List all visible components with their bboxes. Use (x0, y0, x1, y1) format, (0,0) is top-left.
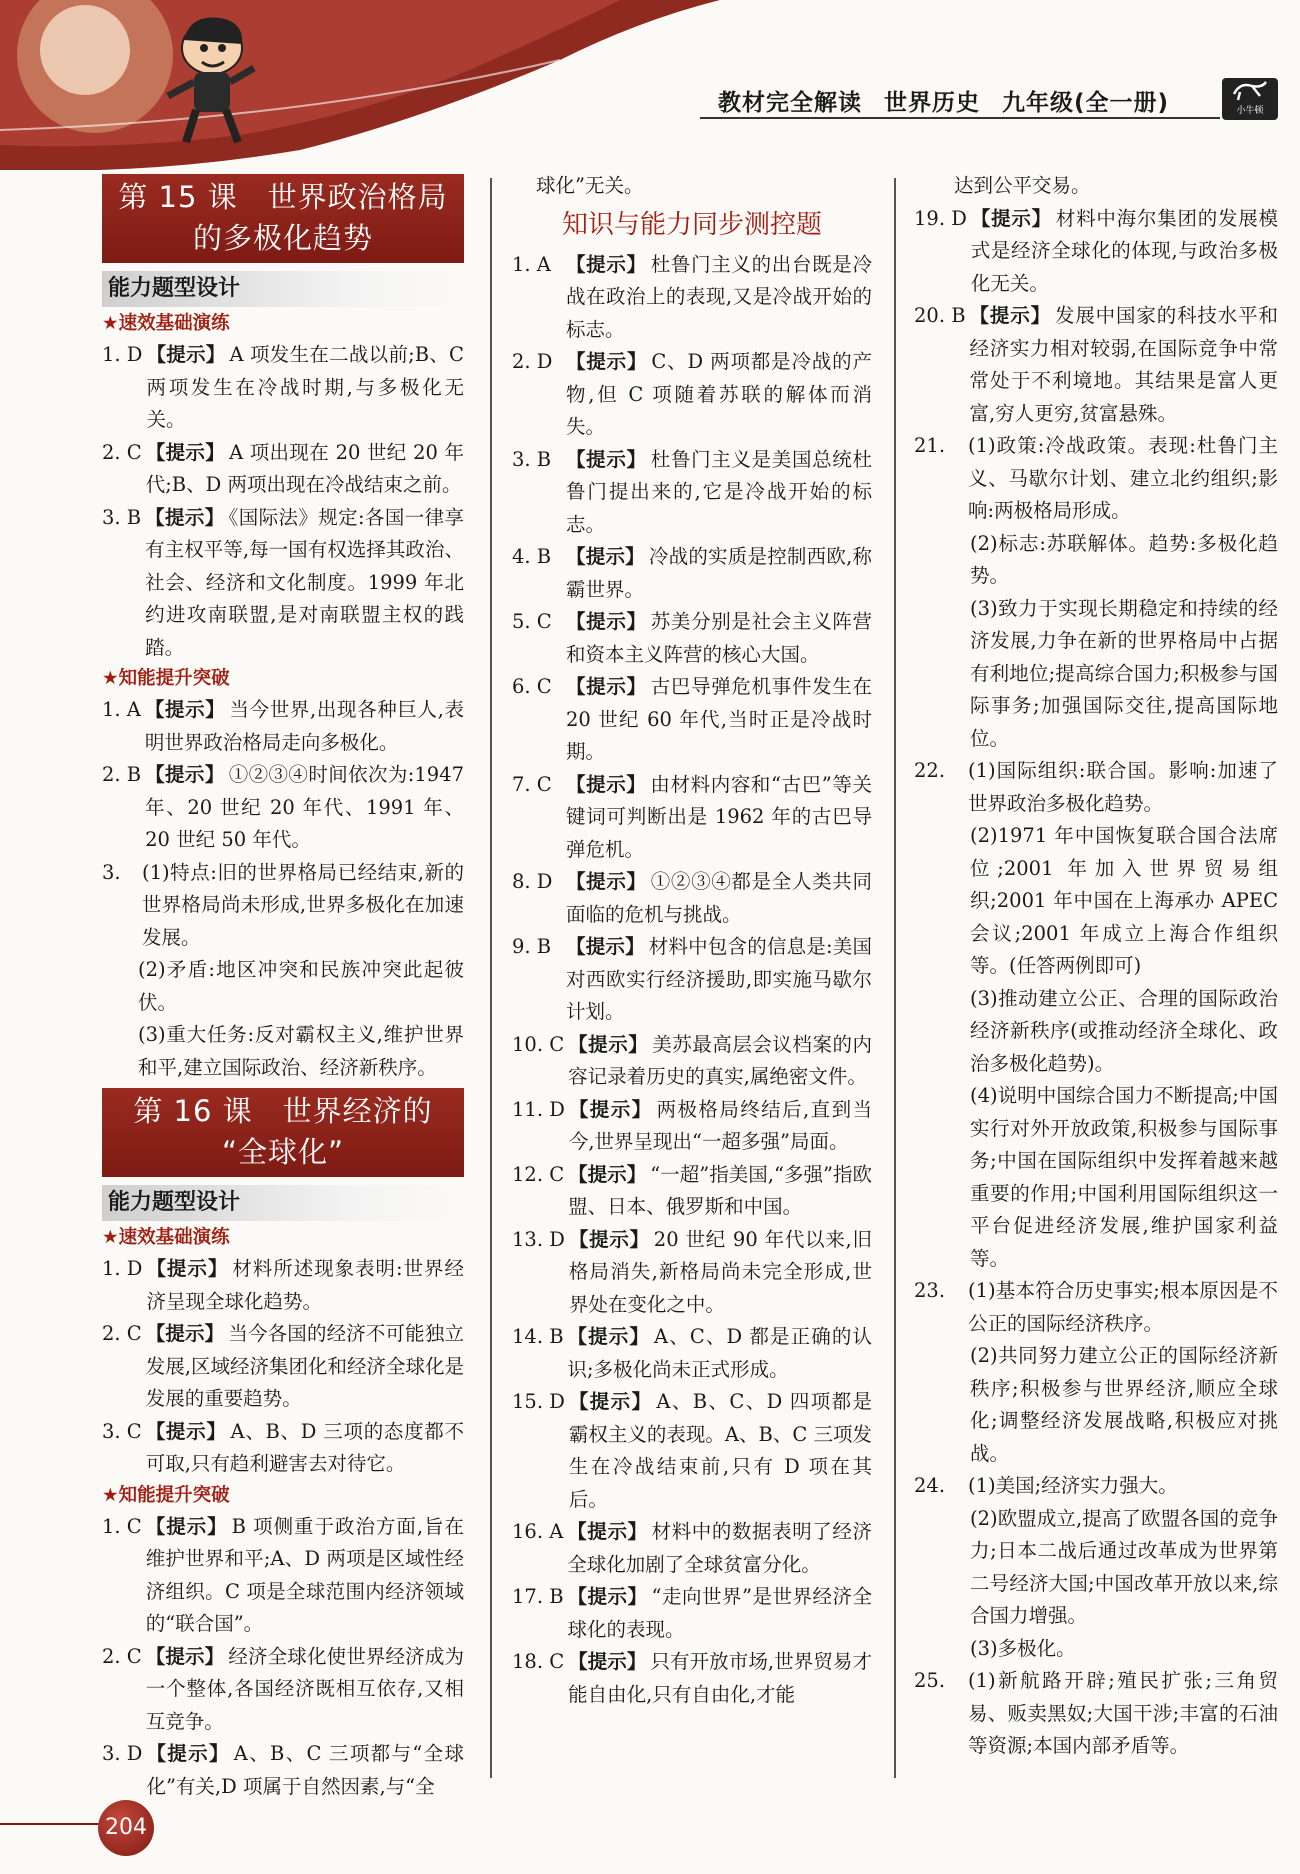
answer-number: 2. C (102, 440, 142, 464)
answer-item (512, 1646, 872, 1711)
answer-number: 5. C (512, 610, 552, 633)
section-heading: 能力题型设计 (102, 1185, 464, 1221)
answer-part: (2)欧盟成立,提高了欧盟各国的竞争力;日本二战后通过改革成为世界第二号经济大国;中国改革开放以来,综合国力增强。 (970, 1506, 1278, 1627)
lesson-title-line: 的多极化趋势 (192, 221, 373, 255)
answer-item (512, 541, 872, 606)
tip-label: 【提示】 (568, 1162, 647, 1186)
answer-number: 16. A (512, 1520, 564, 1543)
tip-label: 【提示】 (568, 1032, 649, 1056)
answer-text: 材料所述现象表明:世界经济呈现全球化趋势。 (146, 1257, 464, 1313)
subsection-heading: ★速效基础演练 (102, 313, 230, 334)
answer-number: 1. C (102, 1514, 142, 1538)
lesson-title-line: “全球化” (221, 1135, 345, 1169)
answer-text: 只有开放市场,世界贸易才能自由化,只有自由化,才能 (568, 1650, 872, 1706)
tip-label: 【提示】 (566, 675, 647, 698)
answer-text: 由材料内容和“古巴”等关键词可判断出是 1962 年的古巴导弹危机。 (566, 772, 872, 861)
answer-text: (1)国际组织:联合国。影响:加速了世界政治多极化趋势。 (968, 759, 1278, 815)
answer-text: A 项出现在 20 世纪 20 年代;B、D 两项出现在冷战结束之前。 (145, 440, 464, 496)
answer-list (512, 249, 872, 1712)
answer-text: 两极格局终结后,直到当今,世界呈现出“一超多强”局面。 (568, 1097, 872, 1153)
answer-text: 发展中国家的科技水平和经济实力相对较弱,在国际竞争中常常处于不利境地。其结果是富人更富,穷人更穷,贫富悬殊。 (969, 304, 1278, 425)
answer-list (102, 1253, 464, 1481)
answer-item (914, 430, 1278, 528)
answer-number: 19. D (914, 206, 967, 230)
tip-label: 【提示】 (969, 304, 1051, 327)
answer-number: 21. (914, 434, 946, 457)
answer-text: (1)基本符合历史事实;根本原因是不公正的国际经济秩序。 (968, 1279, 1278, 1335)
tip-label: 【提示】 (145, 1419, 227, 1443)
answer-number: 4. B (512, 545, 552, 568)
answer-text: “一超”指美国,“多强”指欧盟、日本、俄罗斯和中国。 (568, 1162, 872, 1218)
carry-over-text: 球化”无关。 (536, 174, 644, 197)
answer-number: 3. C (102, 1419, 142, 1443)
answer-item (512, 606, 872, 671)
answer-number: 20. B (914, 304, 966, 327)
column-divider (490, 178, 492, 1778)
tip-label: 【提示】 (145, 1644, 225, 1668)
publisher-logo (1222, 78, 1278, 120)
answer-text: A、B、C 三项都与“全球化”有关,D 项属于自然因素,与“全 (146, 1742, 464, 1798)
answer-text: (1)新航路开辟;殖民扩张;三角贸易、贩卖黑奴;大国干涉;丰富的石油等资源;本国内部矛盾等。 (968, 1669, 1278, 1757)
answer-part: (3)推动建立公正、合理的国际政治经济新秩序(或推动经济全球化、政治多极化趋势)。 (970, 986, 1278, 1075)
carry-over-text: 达到公平交易。 (954, 174, 1091, 197)
header-rule (700, 117, 1220, 119)
answer-item (102, 1641, 464, 1739)
answer-item (512, 1224, 872, 1322)
left-column (102, 170, 464, 1803)
answer-text: 冷战的实质是控制西欧,称霸世界。 (566, 545, 872, 601)
answer-number: 25. (914, 1669, 946, 1692)
header-grade: 九年级(全一册) (1002, 90, 1170, 116)
lesson-title-line: 第 15 课 世界政治格局 (118, 180, 448, 214)
answer-number: 9. B (512, 935, 552, 958)
answer-text: A、B、C、D 四项都是霸权主义的表现。A、B、C 三项发生在冷战结束前,只有 D 项在其后。 (568, 1390, 872, 1511)
header-book-title: 教材完全解读 (718, 90, 862, 116)
subsection-heading: ★速效基础演练 (102, 1227, 230, 1248)
answer-item (102, 1253, 464, 1318)
answer-number: 2. C (102, 1322, 142, 1345)
tip-label: 【提示】 (145, 1514, 228, 1538)
quiz-heading: 知识与能力同步测控题 (561, 209, 822, 240)
answer-part: (4)说明中国综合国力不断提高;中国实行对外开放政策,积极参与国际事务;中国在国际组织中发挥着越来越重要的作用;中国利用国际组织这一平台促进经济发展,维护国家利益等。 (970, 1084, 1278, 1270)
answer-text: (1)政策:冷战政策。表现:杜鲁门主义、马歇尔计划、建立北约组织;影响:两极格局形成。 (968, 434, 1278, 522)
answer-item (102, 759, 464, 857)
answer-text: “走向世界”是世界经济全球化的表现。 (567, 1585, 872, 1641)
lesson-15-title (102, 174, 464, 263)
answer-number: 3. D (102, 1742, 143, 1765)
subsection-heading: ★知能提升突破 (102, 668, 230, 689)
lesson-16-title (102, 1088, 464, 1177)
tip-label: 【提示】 (146, 1742, 230, 1765)
page-number: 204 (98, 1800, 154, 1856)
column-divider (894, 178, 896, 1778)
tip-label: 【提示】 (144, 698, 226, 721)
tip-label: 【提示】 (568, 1650, 647, 1673)
answer-text: A、C、D 都是正确的认识;多极化尚未正式形成。 (567, 1325, 872, 1381)
answer-text: 苏美分别是社会主义阵营和资本主义阵营的核心大国。 (566, 610, 872, 666)
answer-item (512, 1094, 872, 1159)
tip-label: 【提示】 (566, 870, 647, 893)
answer-number: 7. C (512, 772, 552, 796)
tip-label: 【提示】 (568, 1097, 653, 1121)
answer-number: 2. B (102, 763, 142, 786)
bull-logo-icon (1230, 78, 1270, 102)
answer-text: A 项发生在二战以前;B、C 两项发生在冷战时期,与多极化无关。 (146, 343, 464, 431)
running-header (718, 84, 1191, 117)
section-heading: 能力题型设计 (102, 271, 464, 307)
tip-label: 【提示】 (146, 1257, 229, 1280)
answer-number: 15. D (512, 1390, 565, 1413)
lesson-title-line: 第 16 课 世界经济的 (133, 1094, 433, 1128)
answer-number: 3. (102, 860, 121, 884)
answer-item (512, 346, 872, 444)
answer-item (512, 249, 872, 347)
answer-text: 经济全球化使世界经济成为一个整体,各国经济既相互依存,又相互竞争。 (145, 1644, 464, 1733)
answer-part: (2)矛盾:地区冲突和民族冲突此起彼伏。 (138, 958, 464, 1014)
answer-item (512, 866, 872, 931)
answer-item (914, 300, 1278, 430)
answer-part: (2)标志:苏联解体。趋势:多极化趋势。 (970, 531, 1278, 587)
tip-label: 【提示】 (970, 206, 1052, 230)
answer-text: 《国际法》规定:各国一律享有主权平等,每一国有权选择其政治、社会、经济和文化制度。1999 年北约进攻南联盟,是对南联盟主权的践踏。 (145, 505, 464, 659)
answer-item (512, 1516, 872, 1581)
answer-number: 2. D (512, 350, 553, 373)
right-column (914, 170, 1278, 1763)
answer-number: 8. D (512, 870, 553, 893)
answer-text: 材料中海尔集团的发展模式是经济全球化的体现,与政治多极化无关。 (970, 206, 1278, 295)
answer-item (512, 1581, 872, 1646)
answer-text: ①②③④都是全人类共同面临的危机与挑战。 (566, 870, 872, 926)
tip-label: 【提示】 (145, 440, 226, 464)
answer-item (914, 755, 1278, 820)
answer-item (512, 444, 872, 542)
tip-label: 【提示】 (566, 935, 645, 958)
tip-label: 【提示】 (567, 1585, 648, 1608)
page-number-rule (0, 1823, 110, 1825)
answer-item (512, 931, 872, 1029)
tip-label: 【提示】 (566, 772, 647, 796)
tip-label: 【提示】 (567, 1325, 651, 1348)
answer-number: 1. A (102, 698, 141, 721)
tip-label: 【提示】 (568, 1227, 650, 1251)
answer-item (102, 857, 464, 955)
answer-text: 当今世界,出现各种巨人,表明世界政治格局走向多极化。 (144, 698, 464, 754)
middle-column (512, 170, 872, 1711)
answer-item (102, 1738, 464, 1803)
answer-number: 11. D (512, 1097, 565, 1121)
answer-number: 24. (914, 1474, 946, 1497)
answer-number: 3. B (102, 505, 142, 529)
answer-item (102, 339, 464, 437)
answer-item (512, 1029, 872, 1094)
answer-item (102, 437, 464, 502)
tip-label: 【提示】 (566, 545, 645, 568)
answer-item (914, 1275, 1278, 1340)
answer-item (512, 1386, 872, 1516)
answer-text: 材料中的数据表明了经济全球化加剧了全球贫富分化。 (567, 1520, 872, 1576)
answer-part: (3)多极化。 (970, 1636, 1076, 1660)
tip-label: 【提示】 (145, 763, 225, 786)
answer-item (102, 1416, 464, 1481)
answer-part: (3)致力于实现长期稳定和持续的经济发展,力争在新的世界格局中占据有利地位;提高综合国力;积极参与国际事务;加强国际交往,提高国际地位。 (970, 596, 1278, 750)
tip-label: 【提示】 (568, 1390, 653, 1413)
answer-text: 杜鲁门主义是美国总统杜鲁门提出来的,它是冷战开始的标志。 (566, 447, 872, 536)
answer-item (102, 502, 464, 665)
answer-item (102, 694, 464, 759)
answer-text: ①②③④时间依次为:1947 年、20 世纪 20 年代、1991 年、20 世纪 50 年代。 (145, 763, 464, 851)
tip-label: 【提示】 (145, 505, 225, 529)
answer-text: 材料中包含的信息是:美国对西欧实行经济援助,即实施马歇尔计划。 (566, 935, 872, 1023)
answer-list (102, 339, 464, 664)
answer-item (512, 1159, 872, 1224)
tip-label: 【提示】 (145, 1322, 225, 1345)
tip-label: 【提示】 (566, 350, 648, 373)
answer-item (512, 769, 872, 867)
answer-item (102, 1318, 464, 1416)
answer-item (914, 1665, 1278, 1763)
answer-number: 18. C (512, 1650, 565, 1673)
answer-list (102, 1511, 464, 1804)
answer-number: 3. B (512, 447, 552, 471)
answer-part: (2)共同努力建立公正的国际经济新秩序;积极参与世界经济,顺应全球化;调整经济发展战略,积极应对挑战。 (970, 1344, 1278, 1465)
answer-part: (3)重大任务:反对霸权主义,维护世界和平,建立国际政治、经济新秩序。 (138, 1023, 464, 1079)
logo-caption: 小牛顿 (1236, 106, 1264, 116)
answer-item (512, 1321, 872, 1386)
answer-number: 13. D (512, 1227, 565, 1251)
tip-label: 【提示】 (146, 343, 226, 366)
answer-text: 古巴导弹危机事件发生在 20 世纪 60 年代,当时正是冷战时期。 (566, 675, 872, 763)
answer-number: 1. D (102, 343, 143, 366)
answer-item (914, 1470, 1278, 1503)
cartoon-mascot-icon (150, 10, 270, 150)
answer-part: (2)1971 年中国恢复联合国合法席位;2001 年加入世界贸易组织;2001 年中国在上海承办 APEC 会议;2001 年成立上海合作组织等。(任答两例即可) (970, 824, 1278, 977)
answer-number: 1. A (512, 252, 551, 276)
answer-text: A、B、D 三项的态度都不可取,只有趋利避害去对待它。 (145, 1419, 464, 1475)
answer-item (512, 671, 872, 769)
tip-label: 【提示】 (566, 447, 647, 471)
tip-label: 【提示】 (566, 252, 647, 276)
answer-number: 12. C (512, 1162, 565, 1186)
answer-item (102, 1511, 464, 1641)
answer-text: 当今各国的经济不可能独立发展,区域经济集团化和经济全球化是发展的重要趋势。 (145, 1322, 464, 1410)
answer-number: 23. (914, 1279, 946, 1302)
answer-text: B 项侧重于政治方面,旨在维护世界和平;A、D 两项是区域性经济组织。C 项是全球范围内经济领域的“联合国”。 (145, 1514, 464, 1635)
answer-number: 10. C (512, 1032, 565, 1056)
answer-item (914, 203, 1278, 301)
answer-list (914, 203, 1278, 1763)
tip-label: 【提示】 (566, 610, 647, 633)
answer-number: 14. B (512, 1325, 564, 1348)
answer-text: 杜鲁门主义的出台既是冷战在政治上的表现,又是冷战开始的标志。 (566, 252, 872, 341)
answer-text: 20 世纪 90 年代以来,旧格局消失,新格局尚未完全形成,世界处在变化之中。 (568, 1227, 872, 1316)
answer-list (102, 694, 464, 1084)
answer-number: 2. C (102, 1644, 142, 1668)
answer-text: (1)特点:旧的世界格局已经结束,新的世界格局尚未形成,世界多极化在加速发展。 (142, 860, 464, 949)
header-subject: 世界历史 (884, 90, 980, 116)
tip-label: 【提示】 (567, 1520, 648, 1543)
answer-text: 美苏最高层会议档案的内容记录着历史的真实,属绝密文件。 (568, 1032, 872, 1088)
answer-number: 17. B (512, 1585, 564, 1608)
answer-text: C、D 两项都是冷战的产物,但 C 项随着苏联的解体而消失。 (566, 350, 872, 438)
subsection-heading: ★知能提升突破 (102, 1484, 230, 1506)
answer-number: 6. C (512, 675, 552, 698)
answer-number: 1. D (102, 1257, 143, 1280)
answer-text: (1)美国;经济实力强大。 (968, 1474, 1178, 1497)
answer-number: 22. (914, 759, 946, 782)
